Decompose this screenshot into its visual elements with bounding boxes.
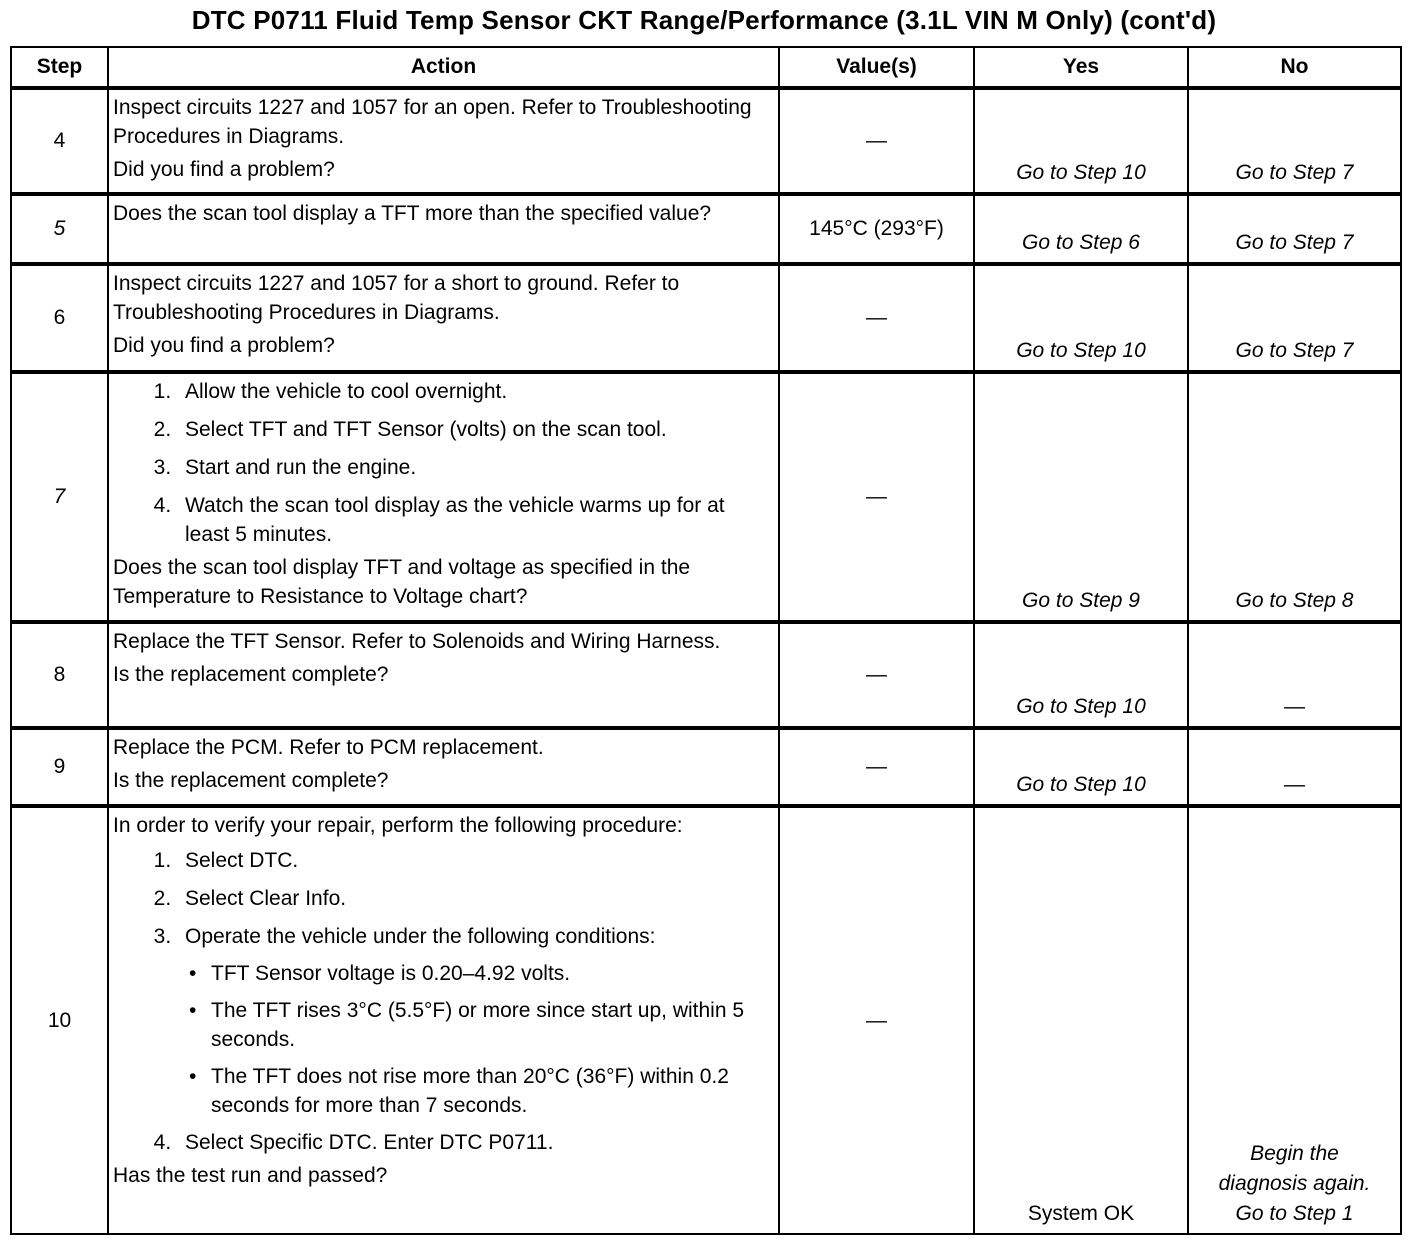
no-cell: Begin the diagnosis again. Go to Step 1	[1188, 806, 1401, 1234]
header-step: Step	[11, 47, 108, 88]
no-cell: Go to Step 8	[1188, 372, 1401, 622]
action-cell	[108, 264, 779, 372]
yes-cell: Go to Step 10	[974, 728, 1188, 806]
action-question: Did you find a problem?	[113, 334, 335, 357]
no-cell: Go to Step 7	[1188, 194, 1401, 264]
action-cell	[108, 622, 779, 728]
header-values: Value(s)	[779, 47, 974, 88]
no-cell: Go to Step 7	[1188, 264, 1401, 372]
table-row	[11, 372, 1401, 622]
no-cell: —	[1188, 728, 1401, 806]
yes-cell: Go to Step 6	[974, 194, 1188, 264]
procedure-list	[113, 846, 772, 951]
list-item: 4. Watch the scan tool display as the vehicle warms up for at least 5 minutes.	[177, 491, 772, 549]
yes-cell: Go to Step 10	[974, 264, 1188, 372]
page-title: DTC P0711 Fluid Temp Sensor CKT Range/Performance (3.1L VIN M Only) (cont'd)	[191, 5, 1217, 35]
step-number: 4	[11, 88, 108, 194]
step-number: 8	[11, 622, 108, 728]
step-number: 5	[11, 194, 108, 264]
table-row	[11, 622, 1401, 728]
bullet-item: • TFT Sensor voltage is 0.20–4.92 volts.	[211, 959, 772, 988]
step-number: 7	[11, 372, 108, 622]
action-question: Did you find a problem?	[113, 158, 335, 181]
action-text: Replace the TFT Sensor. Refer to Solenoids and Wiring Harness.	[113, 630, 721, 653]
table-row	[11, 194, 1401, 264]
action-question: Is the replacement complete?	[113, 663, 389, 686]
yes-cell: Go to Step 10	[974, 622, 1188, 728]
no-cell: —	[1188, 622, 1401, 728]
list-item-text: Operate the vehicle under the following conditions:	[185, 925, 656, 948]
list-item: 2. Select TFT and TFT Sensor (volts) on the scan tool.	[177, 415, 772, 444]
action-cell	[108, 728, 779, 806]
list-item: 3. Start and run the engine.	[177, 453, 772, 482]
action-question: Has the test run and passed?	[113, 1164, 388, 1187]
value-cell: —	[779, 372, 974, 622]
table-row	[11, 264, 1401, 372]
procedure-list	[113, 377, 772, 549]
yes-cell: System OK	[974, 806, 1188, 1234]
value-cell: —	[779, 88, 974, 194]
step-number: 9	[11, 728, 108, 806]
list-item	[177, 922, 772, 951]
action-text: Inspect circuits 1227 and 1057 for an open. Refer to Troubleshooting Procedures in Diagrams.	[113, 96, 752, 148]
value-cell: —	[779, 622, 974, 728]
value-cell: —	[779, 728, 974, 806]
action-text: Does the scan tool display a TFT more than the specified value?	[113, 202, 712, 225]
list-item: 2. Select Clear Info.	[177, 884, 772, 913]
header-no: No	[1188, 47, 1401, 88]
diagnostic-table	[10, 46, 1402, 1235]
header-action: Action	[108, 47, 779, 88]
action-text: Replace the PCM. Refer to PCM replacement.	[113, 736, 544, 759]
action-cell	[108, 806, 779, 1234]
step-number: 6	[11, 264, 108, 372]
value-cell: —	[779, 264, 974, 372]
step-number: 10	[11, 806, 108, 1234]
action-text: Inspect circuits 1227 and 1057 for a short to ground. Refer to Troubleshooting Procedures in Diagrams.	[113, 272, 680, 324]
list-item: 4. Select Specific DTC. Enter DTC P0711.	[177, 1128, 772, 1157]
action-cell	[108, 194, 779, 264]
condition-list	[113, 959, 772, 1120]
action-cell	[108, 372, 779, 622]
action-question: Is the replacement complete?	[113, 769, 389, 792]
table-row	[11, 88, 1401, 194]
value-cell: —	[779, 806, 974, 1234]
yes-cell: Go to Step 10	[974, 88, 1188, 194]
header-row	[11, 47, 1401, 88]
table-row	[11, 806, 1401, 1234]
action-cell	[108, 88, 779, 194]
procedure-list-continued	[113, 1128, 772, 1157]
list-item: 1. Select DTC.	[177, 846, 772, 875]
no-cell: Go to Step 7	[1188, 88, 1401, 194]
list-item: 1. Allow the vehicle to cool overnight.	[177, 377, 772, 406]
bullet-item: • The TFT rises 3°C (5.5°F) or more since start up, within 5 seconds.	[211, 996, 772, 1054]
yes-cell: Go to Step 9	[974, 372, 1188, 622]
action-question: Does the scan tool display TFT and voltage as specified in the Temperature to Resistance to Voltage chart?	[113, 556, 691, 608]
bullet-item: • The TFT does not rise more than 20°C (36°F) within 0.2 seconds for more than 7 seconds.	[211, 1062, 772, 1120]
header-yes: Yes	[974, 47, 1188, 88]
table-row	[11, 728, 1401, 806]
value-cell: 145°C (293°F)	[779, 194, 974, 264]
action-text: In order to verify your repair, perform the following procedure:	[113, 814, 683, 837]
